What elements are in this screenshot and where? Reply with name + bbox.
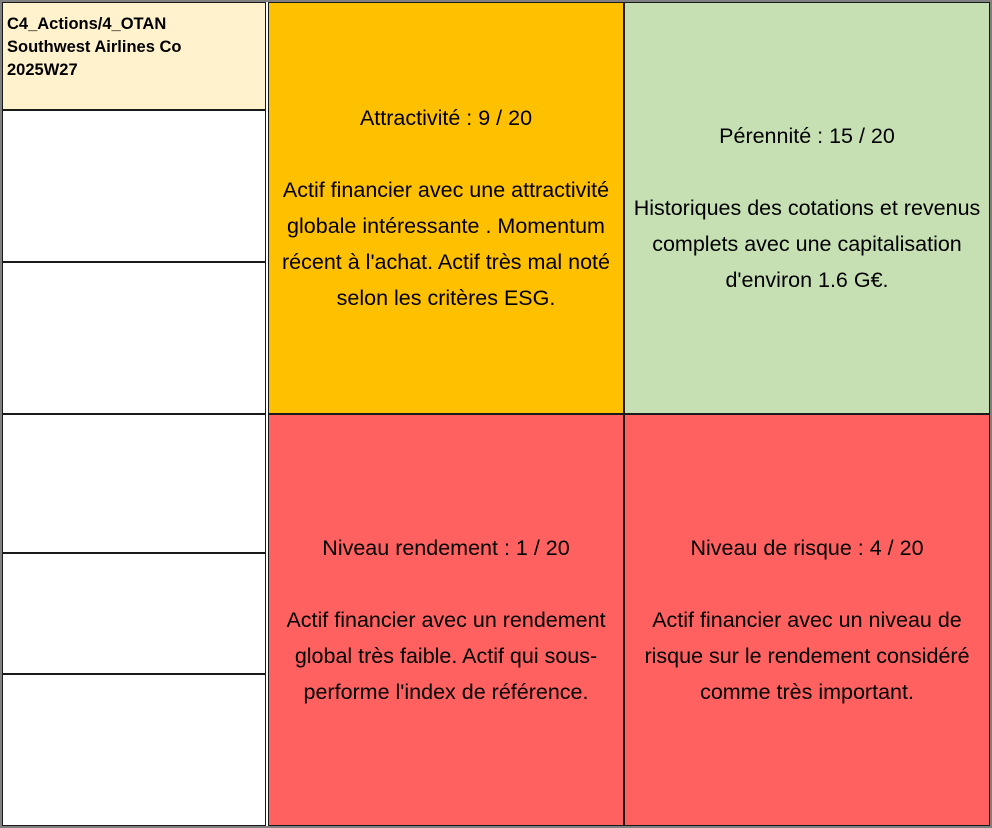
perennite-description: Historiques des cotations et revenus complets avec une capitalisation d'environ 1.6 G€.	[633, 196, 981, 292]
empty-cell[interactable]	[2, 674, 266, 826]
perennite-quadrant[interactable]	[624, 2, 990, 414]
empty-cell[interactable]	[2, 414, 266, 553]
asset-week: 2025W27	[7, 61, 78, 79]
risque-quadrant[interactable]	[624, 414, 990, 826]
perennite-title: Pérennité : 15 / 20	[719, 124, 895, 148]
rendement-quadrant[interactable]	[268, 414, 624, 826]
asset-header-cell[interactable]	[2, 2, 266, 110]
asset-name: Southwest Airlines Co	[7, 38, 182, 56]
empty-cell[interactable]	[2, 262, 266, 414]
attractivite-description: Actif financier avec une attractivité globale intéressante . Momentum récent à l'achat. Actif très mal noté selon les critères ESG.	[282, 178, 610, 310]
rendement-title: Niveau rendement : 1 / 20	[322, 536, 570, 560]
empty-cell[interactable]	[2, 553, 266, 674]
asset-category: C4_Actions/4_OTAN	[7, 15, 167, 33]
risque-description: Actif financier avec un niveau de risque sur le rendement considéré comme très important.	[644, 608, 970, 704]
attractivite-quadrant[interactable]	[268, 2, 624, 414]
left-column	[2, 2, 266, 826]
risque-title: Niveau de risque : 4 / 20	[690, 536, 924, 560]
empty-cell[interactable]	[2, 110, 266, 262]
attractivite-title: Attractivité : 9 / 20	[359, 106, 533, 130]
rendement-description: Actif financier avec un rendement global très faible. Actif qui sous-performe l'index de référence.	[286, 608, 606, 704]
